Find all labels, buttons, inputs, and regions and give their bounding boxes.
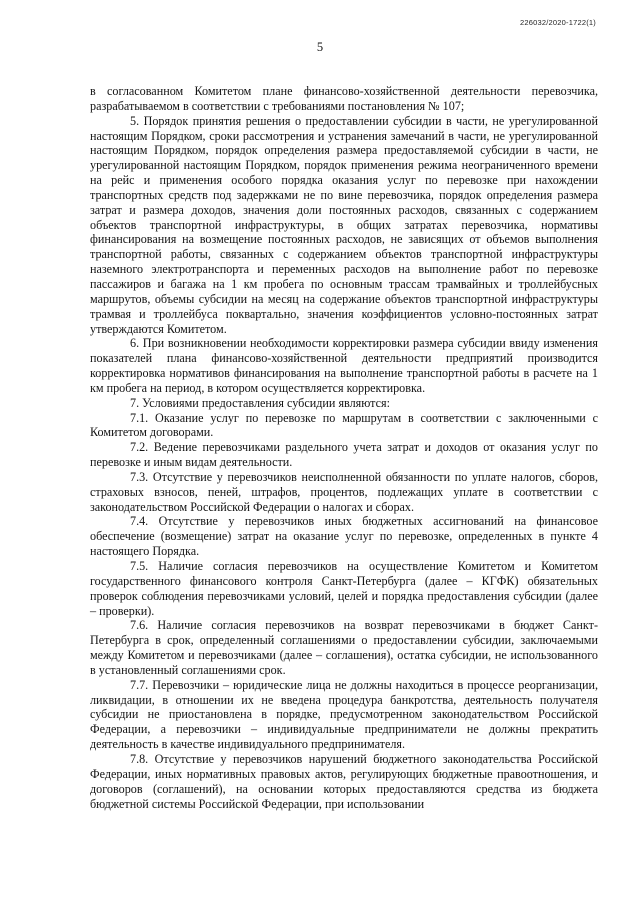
paragraph-6: 6. При возникновении необходимости корректировки размера субсидии ввиду изменения показателей плана финансово-хозяйственной деятельности предприятий производится корректировка нормативов финансирования на выполнение транспортной работы в расчете на 1 км пробега на период, в котором осуществляется корректировка. bbox=[90, 336, 598, 395]
paragraph-continuation: в согласованном Комитетом плане финансово-хозяйственной деятельности перевозчика, разрабатываемом в соответствии с требованиями постановления № 107; bbox=[90, 84, 598, 113]
paragraph-7-4: 7.4. Отсутствие у перевозчиков иных бюджетных ассигнований на финансовое обеспечение (возмещение) затрат на оказание услуг по перевозке, определенных в пункте 4 настоящего Порядка. bbox=[90, 514, 598, 559]
paragraph-7-8: 7.8. Отсутствие у перевозчиков нарушений бюджетного законодательства Российской Федерации, иных нормативных правовых актов, регулирующих бюджетные правоотношения, и договоров (соглашений), на основании которых предоставляются средства из бюджета бюджетной системы Российской Федерации, при использовании bbox=[90, 751, 598, 811]
page-number: 5 bbox=[316, 40, 324, 54]
paragraph-7-5: 7.5. Наличие согласия перевозчиков на осуществление Комитетом и Комитетом государственного финансового контроля Санкт-Петербурга (далее – КГФК) обязательных проверок соблюдения перевозчиками условий, целей и порядка предоставления субсидии (далее – проверки). bbox=[90, 559, 598, 618]
document-id: 226032/2020-1722(1) bbox=[520, 18, 596, 27]
document-body bbox=[90, 84, 598, 811]
paragraph-5: 5. Порядок принятия решения о предоставлении субсидии в части, не урегулированной настоящим Порядком, сроки рассмотрения и устранения замечаний в части, не урегулированной настоящим Порядком, порядок определения размера предоставляемой субсидии в части, не урегулированной настоящим Порядком, порядок применения режима неограниченного времени на рейс и применения особого порядка оказания услуг по перевозке при нахождении транспортных средств под задержками не по вине перевозчика, порядок определения размера затрат и размера доходов, значения доли постоянных расходов, связанных с содержанием объектов транспортной инфраструктуры, в общих затратах перевозчика, нормативы финансирования на возмещение постоянных расходов, не зависящих от объемов выполнения транспортной работы, связанных с содержанием объектов транспортной инфраструктуры наземного электротранспорта и переменных расходов на выполнение работ по перевозке пассажиров и багажа на 1 км пробега по основным трассам трамвайных и троллейбусных маршрутов, объемы субсидии на месяц на содержание объектов транспортной инфраструктуры трамвая и троллейбуса поквартально, значения коэффициентов условно-постоянных затрат утверждаются Комитетом. bbox=[90, 113, 598, 336]
paragraph-7-7: 7.7. Перевозчики – юридические лица не должны находиться в процессе реорганизации, ликвидации, в отношении их не введена процедура банкротства, деятельность получателя субсидии не приостановлена в порядке, предусмотренном законодательством Российской Федерации, а перевозчики – индивидуальные предприниматели не должны прекратить деятельность в качестве индивидуального предпринимателя. bbox=[90, 677, 598, 752]
paragraph-7: 7. Условиями предоставления субсидии являются: bbox=[130, 395, 390, 410]
paragraph-7-1: 7.1. Оказание услуг по перевозке по маршрутам в соответствии с заключенными с Комитетом договорами. bbox=[90, 410, 598, 440]
paragraph-7-3: 7.3. Отсутствие у перевозчиков неисполненной обязанности по уплате налогов, сборов, страховых взносов, пеней, штрафов, процентов, подлежащих уплате в соответствии с законодательством Российской Федерации о налогах и сборах. bbox=[90, 469, 598, 514]
paragraph-7-2: 7.2. Ведение перевозчиками раздельного учета затрат и доходов от оказания услуг по перевозке и иным видам деятельности. bbox=[90, 440, 598, 470]
paragraph-7-6: 7.6. Наличие согласия перевозчиков на возврат перевозчиками в бюджет Санкт-Петербурга в срок, определенный соглашениями о предоставлении субсидии, заключаемыми между Комитетом и перевозчиками (далее – соглашения), остатка субсидии, не использованного в установленный соглашениями срок. bbox=[90, 618, 598, 677]
